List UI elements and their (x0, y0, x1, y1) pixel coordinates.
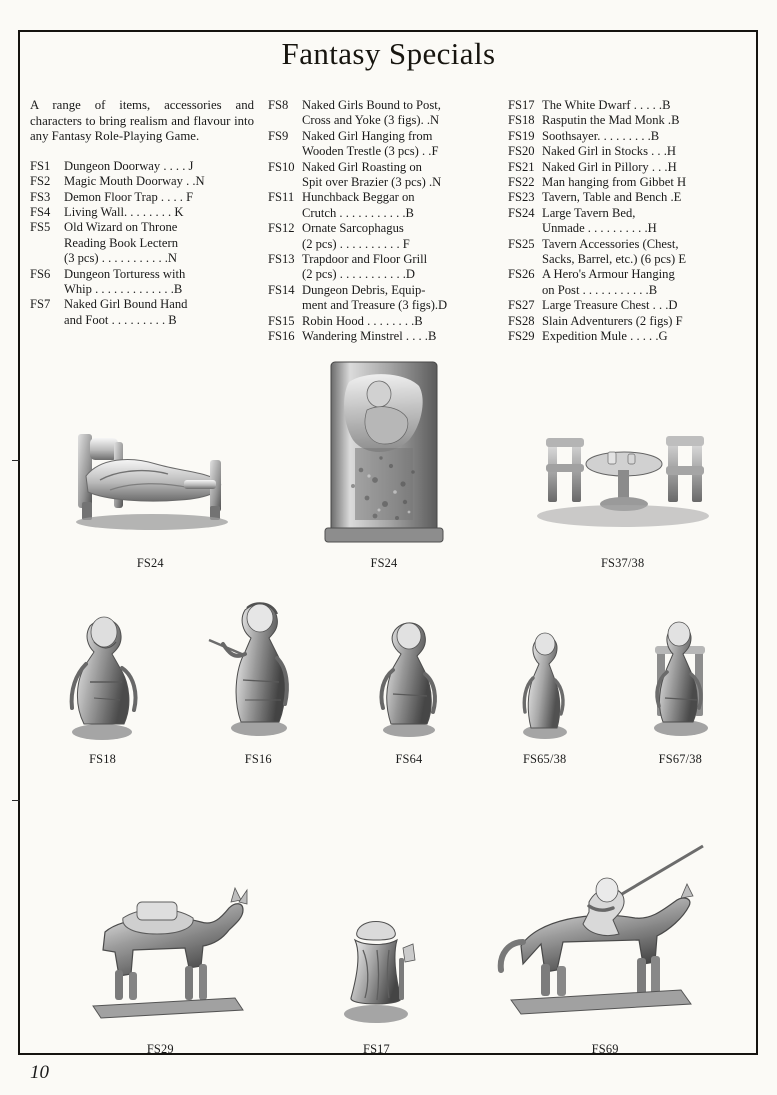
list-item (30, 174, 254, 189)
figure-caption: FS29 (146, 1042, 174, 1056)
figure-caption: FS69 (591, 1042, 619, 1056)
item-desc: Expedition Mule . . . . .G (542, 329, 668, 344)
figure-fs16 (203, 588, 313, 767)
item-code: FS24 (508, 205, 535, 220)
item-code: FS16 (268, 329, 295, 344)
item-desc: The White Dwarf . . . . .B (542, 98, 671, 112)
figure-fs17 (321, 888, 431, 1057)
item-desc: Naked Girls Bound to Post, Cross and Yoke (3 figs). .N (302, 98, 441, 128)
figure-caption: FS64 (395, 752, 423, 766)
list-item (268, 314, 496, 329)
list-item (508, 190, 748, 205)
item-code: FS2 (30, 174, 51, 189)
item-code: FS28 (508, 313, 535, 328)
list-item (268, 190, 496, 221)
item-desc: Dungeon Doorway . . . . J (64, 158, 194, 173)
list-item (508, 237, 748, 268)
figure-caption: FS24 (136, 556, 164, 570)
list-item (30, 205, 254, 220)
list-item (508, 129, 748, 144)
item-code: FS10 (268, 159, 295, 174)
item-desc: Large Treasure Chest . . .D (542, 298, 678, 313)
item-code: FS21 (508, 159, 535, 174)
catalogue-column-3 (508, 98, 748, 345)
item-code: FS29 (508, 329, 535, 344)
item-code: FS4 (30, 205, 51, 219)
item-desc: Soothsayer. . . . . . . . .B (542, 128, 660, 143)
item-code: FS6 (30, 266, 51, 281)
list-item (508, 98, 748, 113)
catalogue-column-1 (30, 98, 268, 345)
item-desc: Large Tavern Bed, Unmade . . . . . . . . . .H (542, 205, 657, 236)
figure-caption: FS37/38 (600, 556, 645, 570)
list-item (508, 267, 748, 298)
item-desc: Naked Girl in Pillory . . .H (542, 159, 677, 174)
edge-tick-left-2 (12, 800, 20, 801)
figure-fs64 (361, 598, 456, 767)
miniature-photo (60, 372, 240, 552)
figure-fs24-bed (60, 372, 240, 571)
list-item (508, 175, 748, 190)
item-code: FS13 (268, 252, 295, 267)
item-desc: Naked Girl Hanging from Wooden Trestle (3 pcs) . .F (302, 128, 439, 159)
list-item (508, 298, 748, 313)
item-code: FS12 (268, 221, 295, 236)
list-item (30, 267, 254, 298)
list-item (30, 159, 254, 174)
miniature-photo (53, 858, 268, 1038)
item-desc: Rasputin the Mad Monk .B (542, 113, 680, 128)
item-code: FS1 (30, 158, 51, 173)
item-desc: Demon Floor Trap . . . . F (64, 189, 194, 204)
list-item (508, 160, 748, 175)
item-code: FS3 (30, 189, 51, 204)
figure-caption: FS24 (370, 556, 398, 570)
miniature-photo (203, 588, 313, 748)
miniature-photo (309, 352, 459, 552)
item-code: FS5 (30, 220, 51, 235)
list-item (268, 98, 496, 129)
figure-fs6738 (633, 598, 728, 767)
figure-row-3 (26, 838, 752, 1057)
miniature-photo (321, 888, 431, 1038)
item-desc: A Hero's Armour Hanging on Post . . . . . . . . . . .B (542, 267, 675, 297)
item-code: FS11 (268, 190, 295, 205)
item-code: FS26 (508, 267, 535, 282)
item-code: FS23 (508, 190, 535, 205)
figure-fs18 (50, 598, 155, 767)
item-desc: Tavern, Table and Bench .E (542, 190, 682, 205)
page-title-wrap (0, 36, 777, 72)
list-item (268, 329, 496, 344)
figure-fs69 (485, 838, 725, 1057)
item-desc: Ornate Sarcophagus (2 pcs) . . . . . . . . . . F (302, 221, 410, 251)
figure-row-2 (26, 588, 752, 767)
item-code: FS19 (508, 128, 535, 143)
item-desc: Hunchback Beggar on Crutch . . . . . . . . . . .B (302, 190, 415, 220)
list-item (508, 206, 748, 237)
list-item (508, 144, 748, 159)
miniature-photo (50, 598, 155, 748)
item-desc: Naked Girl Roasting on Spit over Brazier (3 pcs) .N (302, 159, 442, 190)
list-item (268, 252, 496, 283)
intro-paragraph: A range of items, accessories and characters to bring realism and flavour into any Fantasy Role-Playing Game. (30, 98, 254, 144)
list-item (268, 129, 496, 160)
figure-caption: FS16 (244, 752, 272, 766)
figure-caption: FS67/38 (658, 752, 703, 766)
item-desc: Wandering Minstrel . . . .B (302, 329, 437, 344)
item-desc: Naked Girl in Stocks . . .H (542, 144, 676, 159)
list-item (268, 160, 496, 191)
page-title: Fantasy Specials (266, 36, 512, 72)
catalogue-column-2 (268, 98, 508, 345)
list-item (30, 220, 254, 266)
item-desc: Old Wizard on Throne Reading Book Lectern (3 pcs) . . . . . . . . . . .N (64, 220, 179, 266)
page-number: 10 (30, 1062, 49, 1083)
item-code: FS22 (508, 175, 535, 190)
miniature-photo (528, 392, 718, 552)
miniature-photo (633, 598, 728, 748)
miniature-photo (361, 598, 456, 748)
figure-caption: FS18 (89, 752, 117, 766)
item-desc: Naked Girl Bound Hand and Foot . . . . . . . . . B (64, 297, 188, 327)
item-desc: Living Wall. . . . . . . . K (64, 205, 184, 219)
item-code: FS7 (30, 297, 51, 312)
item-desc: Tavern Accessories (Chest, Sacks, Barrel, etc.) (6 pcs) E (542, 236, 687, 267)
item-code: FS9 (268, 128, 289, 143)
item-code: FS27 (508, 298, 535, 313)
list-item (30, 297, 254, 328)
list-item (508, 113, 748, 128)
item-desc: Dungeon Debris, Equip- ment and Treasure (3 figs).D (302, 282, 448, 313)
figure-caption: FS65/38 (522, 752, 567, 766)
list-item (30, 190, 254, 205)
figure-fs24-sarcophagus (309, 352, 459, 571)
list-item (268, 283, 496, 314)
item-desc: Magic Mouth Doorway . .N (64, 174, 205, 189)
list-item (508, 314, 748, 329)
item-desc: Man hanging from Gibbet H (542, 175, 687, 190)
miniature-photo (505, 608, 585, 748)
catalogue-columns (30, 98, 748, 345)
figure-caption: FS17 (362, 1042, 390, 1056)
item-code: FS14 (268, 282, 295, 297)
item-code: FS25 (508, 236, 535, 251)
list-item (268, 221, 496, 252)
figure-fs3738-tavern (528, 392, 718, 571)
miniature-photo (485, 838, 725, 1038)
item-code: FS17 (508, 98, 535, 112)
list-item (508, 329, 748, 344)
item-code: FS20 (508, 144, 535, 159)
item-code: FS8 (268, 98, 289, 112)
edge-tick-left (12, 460, 20, 461)
figure-fs6538 (505, 608, 585, 767)
figure-row-1 (26, 352, 752, 571)
item-code: FS15 (268, 313, 295, 328)
item-desc: Trapdoor and Floor Grill (2 pcs) . . . . . . . . . . .D (302, 252, 428, 282)
item-desc: Robin Hood . . . . . . . .B (302, 313, 423, 328)
item-code: FS18 (508, 113, 535, 128)
figure-fs29 (53, 858, 268, 1057)
item-desc: Slain Adventurers (2 figs) F (542, 313, 683, 328)
item-desc: Dungeon Torturess with Whip . . . . . . . . . . . . .B (64, 266, 186, 297)
